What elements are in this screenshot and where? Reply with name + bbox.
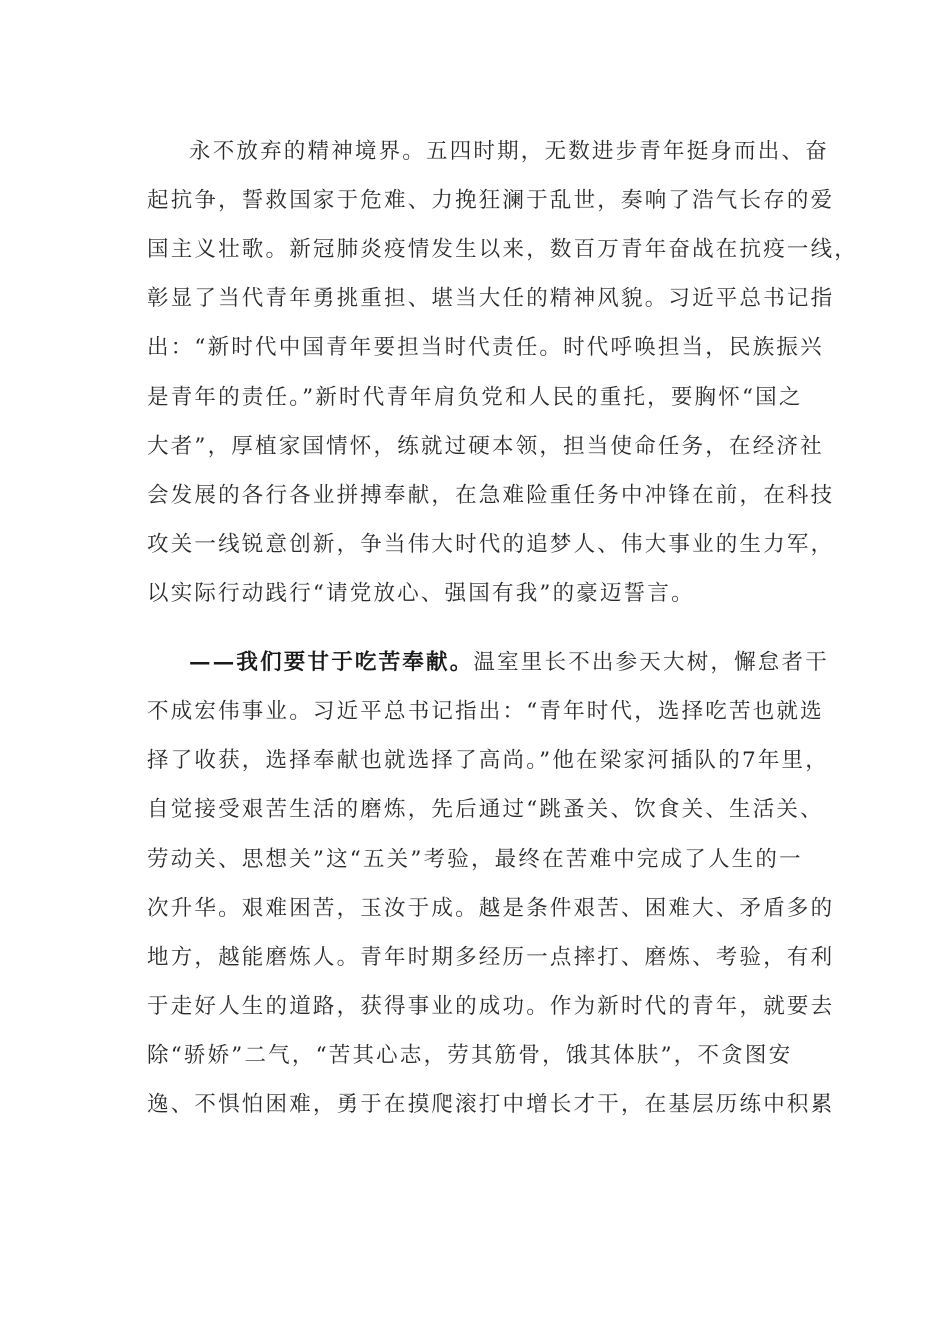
paragraph-text: 温室里长不出参天大树，懈怠者干 [473, 650, 829, 675]
paragraph-line: 出：“新时代中国青年要担当时代责任。时代呼唤担当，民族振兴 [147, 335, 824, 360]
paragraph-line: 国主义壮歌。新冠肺炎疫情发生以来，数百万青年奋战在抗疫一线， [147, 237, 859, 262]
paragraph-line: 会发展的各行各业拼搏奉献，在急难险重任务中冲锋在前，在科技 [147, 483, 835, 508]
paragraph-first-line [189, 648, 869, 678]
paragraph-line: 于走好人生的道路，获得事业的成功。作为新时代的青年，就要去 [147, 994, 835, 1019]
paragraph-line: 劳动关、思想关”这“五关”考验，最终在苦难中完成了人生的一 [147, 847, 803, 872]
paragraph-line: 自觉接受艰苦生活的磨炼，先后通过“跳蚤关、饮食关、生活关、 [147, 797, 824, 822]
paragraph-line: 除“骄娇”二气，“苦其心志，劳其筋骨，饿其体肤”，不贪图安 [147, 1043, 793, 1068]
paragraph-line: 逸、不惧怕困难，勇于在摸爬滚打中增长才干，在基层历练中积累 [147, 1092, 835, 1117]
paragraph-line: 择了收获，选择奉献也就选择了高尚。”他在梁家河插队的7年里， [147, 748, 829, 773]
paragraph-line: 攻关一线锐意创新，争当伟大时代的追梦人、伟大事业的生力军， [147, 532, 835, 557]
paragraph-line: 起抗争，誓救国家于危难、力挽狂澜于乱世，奏响了浩气长存的爱 [147, 188, 835, 213]
paragraph-line: 不成宏伟事业。习近平总书记指出：“青年时代，选择吃苦也就选 [147, 699, 824, 724]
section-heading: ——我们要甘于吃苦奉献。 [189, 650, 474, 675]
paragraph-line: 次升华。艰难困苦，玉汝于成。越是条件艰苦、困难大、矛盾多的 [147, 896, 835, 921]
paragraph-line: 地方，越能磨炼人。青年时期多经历一点摔打、磨炼、考验，有利 [147, 945, 835, 970]
paragraph-line: 以实际行动践行“请党放心、强国有我”的豪迈誓言。 [147, 581, 695, 606]
paragraph-line: 永不放弃的精神境界。五四时期，无数进步青年挺身而出、奋 [189, 139, 829, 164]
paragraph-line: 大者”，厚植家国情怀，练就过硬本领，担当使命任务，在经济社 [147, 434, 824, 459]
paragraph-line: 彰显了当代青年勇挑重担、堪当大任的精神风貌。习近平总书记指 [147, 286, 835, 311]
paragraph-line: 是青年的责任。”新时代青年肩负党和人民的重托，要胸怀“国之 [147, 385, 803, 410]
